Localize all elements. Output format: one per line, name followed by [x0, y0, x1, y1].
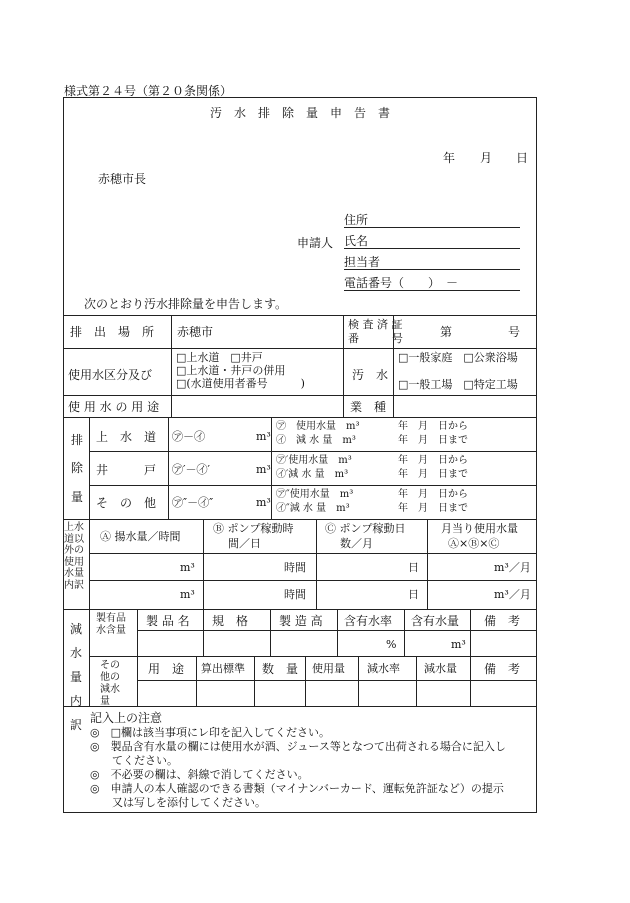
row-line: [63, 519, 537, 520]
applicant-phone-label: 電話番号（ ） －: [344, 276, 459, 290]
note-item-4: ◎ 申請人の本人確認のできる書類（マイナンバーカード、運転免許証など）の提示: [90, 782, 504, 795]
other-reduction-label: その他の減水量: [100, 660, 120, 707]
form-number: 様式第２４号（第２０条関係）: [64, 84, 233, 98]
row-line: [63, 395, 537, 396]
product-header-1: 規 格: [212, 614, 249, 628]
col-line: [137, 609, 138, 656]
water-option-3[interactable]: □(水道使用者番号 ): [176, 377, 305, 390]
col-line: [470, 609, 471, 656]
discharge-label-3: 量: [71, 490, 84, 504]
row-line: [89, 553, 537, 554]
note-item-0: ◎ □欄は該当事項にレ印を記入してください。: [90, 726, 330, 739]
applicant-contact-label: 担当者: [344, 255, 381, 269]
row-line: [89, 485, 537, 486]
discharge-label-1: 排: [71, 433, 84, 447]
col-line: [89, 609, 90, 706]
applicant-label: 申請人: [297, 236, 334, 250]
col-line: [89, 417, 90, 519]
note-item-2: てください。: [90, 754, 178, 767]
row-line: [89, 451, 537, 452]
other-col-b-1: Ⓑ ポンプ稼動時: [213, 522, 294, 535]
location-label: 排 出 場 所: [70, 325, 155, 339]
product-header-2: 製 造 高: [279, 614, 323, 628]
discharge-formula-2: ㋐′－㋑′: [172, 463, 210, 476]
col-line: [271, 417, 272, 519]
discharge-line2-3: ㋑″減 水 量 m³: [276, 503, 350, 514]
other-col-c-2: 数／月: [340, 537, 373, 550]
row-line: [63, 417, 537, 418]
inspection-label-2: 番 号: [348, 332, 403, 345]
product-header-0: 製 品 名: [146, 614, 190, 628]
discharge-line1-3: ㋐″使用水量 m³: [276, 489, 354, 500]
discharge-source-1: 上 水 道: [96, 430, 157, 444]
other-unit-b-1: 時間: [284, 561, 306, 574]
date-year: 年: [443, 151, 456, 165]
row-line: [89, 580, 537, 581]
note-item-3: ◎ 不必要の欄は、斜線で消してください。: [90, 768, 309, 781]
product-header-5: 備 考: [484, 614, 521, 628]
discharge-line1-1: ㋐ 使用水量 m³: [276, 421, 360, 432]
discharge-source-2: 井 戸: [96, 463, 157, 477]
other-unit-d-1: m³／月: [494, 561, 531, 574]
other-header-0: 用 途: [148, 662, 185, 676]
period-to-1: 年 月 日まで: [398, 435, 468, 446]
discharge-line1-2: ㋐′使用水量 m³: [276, 455, 352, 466]
other-col-b-2: 間／日: [228, 537, 261, 550]
other-col-d-1: 月当り使用水量: [441, 522, 518, 535]
col-line: [343, 315, 344, 417]
discharge-source-3: そ の 他: [96, 496, 157, 510]
intro-text: 次のとおり汚水排除量を申告します。: [84, 297, 288, 311]
row-line: [63, 706, 537, 707]
period-from-2: 年 月 日から: [398, 455, 468, 466]
row-line: [63, 348, 537, 349]
row-line: [137, 680, 537, 681]
other-header-3: 使用量: [312, 662, 345, 675]
date-month: 月: [480, 151, 493, 165]
other-unit-c-2: 日: [408, 588, 419, 601]
sewage-option-2[interactable]: □一般工場 □特定工場: [398, 378, 518, 391]
sewage-label: 汚 水: [352, 368, 389, 382]
address-underline[interactable]: [344, 227, 520, 228]
other-header-5: 減水量: [424, 662, 457, 675]
col-line: [416, 656, 417, 706]
other-unit-d-2: m³／月: [494, 588, 531, 601]
other-header-1: 算出標準: [201, 662, 245, 675]
water-option-1[interactable]: □上水道 □井戸: [176, 351, 263, 364]
other-unit-b-2: 時間: [284, 588, 306, 601]
col-line: [137, 656, 138, 706]
discharge-unit-1: m³: [256, 430, 271, 443]
product-header-4: 含有水量: [411, 614, 460, 628]
purpose-label: 使 用 水 の 用 途: [68, 400, 160, 414]
applicant-address-label: 住所: [344, 213, 369, 227]
col-line: [203, 609, 204, 656]
col-line: [470, 656, 471, 706]
other-col-a: Ⓐ 揚水量／時間: [100, 530, 181, 543]
other-col-c-1: Ⓒ ポンプ稼動日: [325, 522, 406, 535]
inspection-prefix: 第: [440, 325, 453, 339]
other-header-2: 数 量: [262, 662, 299, 676]
other-water-label: 上水道以外の使用水量内訳: [64, 522, 84, 591]
row-line: [63, 609, 537, 610]
discharge-unit-3: m³: [256, 496, 271, 509]
phone-underline[interactable]: [344, 290, 520, 291]
period-to-2: 年 月 日まで: [398, 469, 468, 480]
other-header-4: 減水率: [367, 662, 400, 675]
inspection-label-1: 検 査 済 証: [348, 318, 403, 331]
other-unit-a-1: m³: [180, 561, 195, 574]
reduction-label: 減水量内訳: [70, 622, 83, 732]
row-line: [63, 315, 537, 316]
water-option-2[interactable]: □上水道・井戸の併用: [176, 364, 286, 377]
industry-label: 業 種: [350, 400, 387, 414]
product-header-3: 含有水率: [344, 614, 393, 628]
discharge-formula-1: ㋐－㋑: [172, 430, 205, 443]
addressee: 赤穂市長: [98, 172, 147, 186]
discharge-line2-1: ㋑ 減 水 量 m³: [276, 435, 356, 446]
other-unit-c-1: 日: [408, 561, 419, 574]
col-line: [168, 417, 169, 519]
contact-underline[interactable]: [344, 269, 520, 270]
discharge-formula-3: ㋐″－㋑″: [172, 496, 214, 509]
other-col-d-2: Ⓐ×Ⓑ×Ⓒ: [448, 537, 500, 550]
location-value[interactable]: 赤穂市: [177, 325, 214, 339]
col-line: [305, 656, 306, 706]
col-line: [171, 315, 172, 417]
discharge-label-2: 除: [71, 461, 84, 475]
col-line: [254, 656, 255, 706]
col-line: [337, 609, 338, 656]
period-from-1: 年 月 日から: [398, 421, 468, 432]
row-line: [137, 630, 537, 631]
notes-heading: 記入上の注意: [90, 711, 163, 725]
period-to-3: 年 月 日まで: [398, 503, 468, 514]
other-unit-a-2: m³: [180, 588, 195, 601]
form-title: 汚 水 排 除 量 申 告 書: [210, 106, 391, 120]
other-header-6: 備 考: [484, 662, 521, 676]
percent-unit: %: [386, 638, 397, 651]
applicant-name-label: 氏名: [344, 234, 369, 248]
note-item-1: ◎ 製品含有水量の欄には使用水が酒、ジュース等となつて出荷される場合に記入し: [90, 740, 506, 753]
col-line: [203, 519, 204, 609]
col-line: [358, 656, 359, 706]
period-from-3: 年 月 日から: [398, 489, 468, 500]
discharge-line2-2: ㋑′減 水 量 m³: [276, 469, 349, 480]
col-line: [316, 519, 317, 609]
date-day: 日: [516, 151, 529, 165]
sewage-option-1[interactable]: □一般家庭 □公衆浴場: [398, 351, 518, 364]
note-item-5: 又は写しを添付してください。: [90, 796, 266, 809]
water-class-label: 使用水区分及び: [68, 368, 153, 382]
name-underline[interactable]: [344, 248, 520, 249]
inspection-suffix: 号: [508, 325, 521, 339]
col-line: [270, 609, 271, 656]
discharge-unit-2: m³: [256, 463, 271, 476]
product-water-label: 製有品水含量: [96, 613, 126, 636]
m3-unit: m³: [451, 638, 466, 651]
col-line: [427, 519, 428, 609]
col-line: [404, 609, 405, 656]
col-line: [196, 656, 197, 706]
